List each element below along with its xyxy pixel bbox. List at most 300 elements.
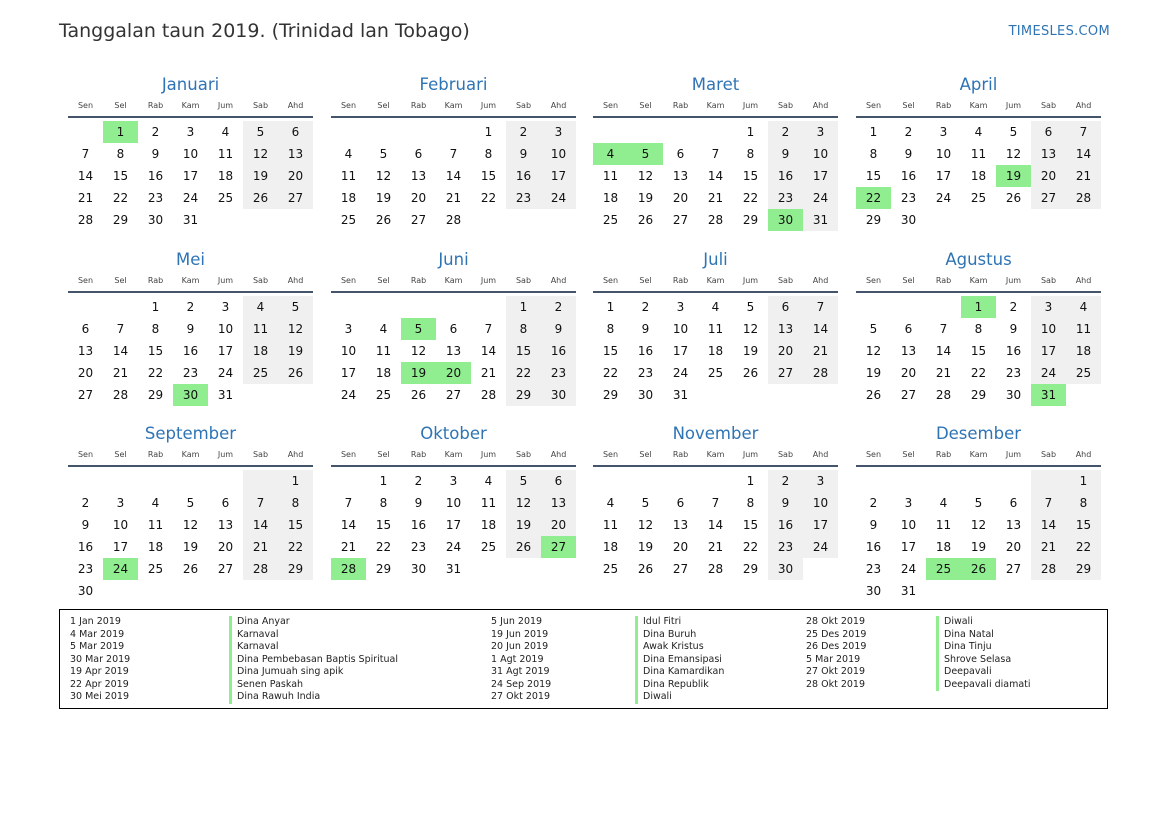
- day-cell: 21: [77, 191, 94, 205]
- empty-day-cell: [996, 580, 1031, 602]
- holiday-name: Dina Rawuh India: [229, 691, 398, 704]
- day-cell: 25: [340, 213, 357, 227]
- day-cell: 18: [970, 169, 987, 183]
- weekday-label: Rab: [147, 276, 164, 285]
- day-cell: 31: [217, 388, 234, 402]
- day-cell: 8: [379, 496, 388, 510]
- day-cell: 15: [602, 344, 619, 358]
- empty-day-cell: [278, 384, 313, 406]
- week-row: [593, 209, 838, 231]
- empty-day-cell: [243, 384, 278, 406]
- day-cell: 31: [445, 562, 462, 576]
- day-cell: 31: [900, 584, 917, 598]
- day-cell: 25: [602, 213, 619, 227]
- day-cell: 4: [974, 125, 983, 139]
- day-cell: 11: [217, 147, 234, 161]
- day-cell: 14: [1031, 514, 1066, 536]
- week-row: [593, 340, 838, 362]
- day-cell: 20: [672, 191, 689, 205]
- holiday-name: Shrove Selasa: [936, 654, 1031, 667]
- day-cell: 21: [1031, 536, 1066, 558]
- day-cell: 10: [1031, 318, 1066, 340]
- empty-day-cell: [68, 121, 103, 143]
- weekday-label: Sel: [902, 450, 915, 459]
- day-cell: 26: [865, 388, 882, 402]
- day-cell: 25: [480, 540, 497, 554]
- day-cell: 5: [186, 496, 195, 510]
- day-cell: 24: [1031, 362, 1066, 384]
- day-cell: 24: [935, 191, 952, 205]
- holiday-dates-col-2: [491, 616, 551, 704]
- day-cell: 8: [1066, 492, 1101, 514]
- day-cell: 16: [1005, 344, 1022, 358]
- day-cell: 10: [340, 344, 357, 358]
- day-cell: 16: [77, 540, 94, 554]
- holiday-dates-col-3: [806, 616, 866, 691]
- holiday-name: Idul Fitri: [635, 616, 724, 629]
- day-cell: 29: [742, 213, 759, 227]
- day-cell: 31: [672, 388, 689, 402]
- day-cell: 6: [414, 147, 423, 161]
- empty-day-cell: [698, 384, 733, 406]
- day-cell: 18: [1066, 340, 1101, 362]
- day-cell: 1: [506, 296, 541, 318]
- day-cell: 4: [606, 496, 615, 510]
- day-cell: 20: [672, 540, 689, 554]
- week-row: [593, 514, 838, 536]
- holiday-names-col-3: [936, 616, 1031, 691]
- weekday-label: Sen: [602, 450, 619, 459]
- day-cell: 27: [445, 388, 462, 402]
- day-cell: 16: [506, 165, 541, 187]
- month-september: [68, 423, 313, 602]
- day-cell: 28: [480, 388, 497, 402]
- brand-link[interactable]: TIMESLES.COM: [1008, 24, 1110, 39]
- week-row: [331, 121, 576, 143]
- day-cell: 17: [541, 165, 576, 187]
- day-cell: 16: [410, 518, 427, 532]
- day-cell: 2: [768, 470, 803, 492]
- day-cell: 18: [707, 344, 724, 358]
- day-cell: 15: [970, 344, 987, 358]
- holiday-date: 30 Mar 2019: [70, 653, 131, 665]
- day-cell: 10: [541, 143, 576, 165]
- day-cell: 7: [1031, 492, 1066, 514]
- day-cell: 19: [243, 165, 278, 187]
- week-row: [593, 536, 838, 558]
- holiday-day-cell: 19: [401, 362, 436, 384]
- weekday-label: Jum: [1005, 276, 1022, 285]
- day-cell: 9: [414, 496, 423, 510]
- empty-day-cell: [243, 470, 278, 492]
- day-cell: 1: [869, 125, 878, 139]
- day-cell: 26: [375, 213, 392, 227]
- weekday-label: Sen: [77, 276, 94, 285]
- weekday-label: Ahd: [287, 101, 304, 110]
- day-cell: 17: [1031, 340, 1066, 362]
- weekday-label: Rab: [935, 276, 952, 285]
- day-cell: 21: [803, 340, 838, 362]
- weekday-label: Kam: [181, 450, 200, 459]
- weekday-label: Sab: [1040, 276, 1057, 285]
- day-cell: 14: [480, 344, 497, 358]
- day-cell: 26: [742, 366, 759, 380]
- day-cell: 15: [742, 169, 759, 183]
- day-cell: 14: [77, 169, 94, 183]
- holiday-day-cell: 5: [401, 318, 436, 340]
- week-row: [593, 492, 838, 514]
- day-cell: 17: [112, 540, 129, 554]
- empty-day-cell: [331, 296, 366, 318]
- holiday-name: Deepavali: [936, 666, 1031, 679]
- weekday-label: Rab: [410, 450, 427, 459]
- day-cell: 12: [637, 518, 654, 532]
- week-row: [68, 580, 313, 602]
- week-row: [856, 121, 1101, 143]
- day-cell: 2: [81, 496, 90, 510]
- month-name: April: [959, 75, 998, 94]
- day-cell: 25: [147, 562, 164, 576]
- header-divider: [856, 116, 1101, 118]
- week-row: [331, 470, 576, 492]
- day-cell: 15: [865, 169, 882, 183]
- month-april: [856, 74, 1101, 231]
- week-row: [68, 470, 313, 492]
- day-cell: 19: [375, 191, 392, 205]
- day-cell: 20: [541, 514, 576, 536]
- day-cell: 14: [707, 169, 724, 183]
- week-row: [856, 318, 1101, 340]
- day-cell: 19: [865, 366, 882, 380]
- empty-day-cell: [331, 470, 366, 492]
- day-cell: 20: [1005, 540, 1022, 554]
- weekday-label: Rab: [147, 450, 164, 459]
- day-cell: 3: [803, 470, 838, 492]
- day-cell: 15: [278, 514, 313, 536]
- day-cell: 21: [707, 191, 724, 205]
- day-cell: 28: [1066, 187, 1101, 209]
- day-cell: 19: [637, 540, 654, 554]
- day-cell: 10: [445, 496, 462, 510]
- day-cell: 21: [340, 540, 357, 554]
- week-row: [68, 165, 313, 187]
- weekday-label: Kam: [969, 101, 988, 110]
- empty-day-cell: [996, 470, 1031, 492]
- day-cell: 9: [768, 143, 803, 165]
- day-cell: 31: [182, 213, 199, 227]
- day-cell: 10: [900, 518, 917, 532]
- empty-day-cell: [401, 296, 436, 318]
- empty-day-cell: [208, 580, 243, 602]
- weekday-label: Kam: [444, 101, 463, 110]
- weekday-label: Sel: [114, 101, 127, 110]
- holiday-name: Deepavali diamati: [936, 679, 1031, 692]
- day-cell: 15: [480, 169, 497, 183]
- day-cell: 4: [151, 496, 160, 510]
- weekday-label: Rab: [672, 276, 689, 285]
- day-cell: 1: [746, 125, 755, 139]
- day-cell: 6: [541, 470, 576, 492]
- holiday-name: Dina Pembebasan Baptis Spiritual: [229, 654, 398, 667]
- weekday-label: Sel: [639, 101, 652, 110]
- day-cell: 9: [869, 518, 878, 532]
- day-cell: 24: [340, 388, 357, 402]
- day-cell: 12: [410, 344, 427, 358]
- day-cell: 25: [375, 388, 392, 402]
- day-cell: 5: [641, 496, 650, 510]
- day-cell: 17: [803, 165, 838, 187]
- empty-day-cell: [628, 121, 663, 143]
- day-cell: 16: [637, 344, 654, 358]
- day-cell: 19: [278, 340, 313, 362]
- weekday-label: Rab: [410, 276, 427, 285]
- month-juli: [593, 249, 838, 406]
- empty-day-cell: [996, 209, 1031, 231]
- day-cell: 17: [340, 366, 357, 380]
- day-cell: 1: [379, 474, 388, 488]
- weekday-label: Sen: [865, 450, 882, 459]
- day-cell: 12: [243, 143, 278, 165]
- day-cell: 16: [541, 340, 576, 362]
- day-cell: 13: [768, 318, 803, 340]
- holiday-names-col-1: [229, 616, 398, 704]
- day-cell: 29: [375, 562, 392, 576]
- weekday-label: Sab: [252, 450, 269, 459]
- day-cell: 12: [506, 492, 541, 514]
- day-cell: 3: [116, 496, 125, 510]
- empty-day-cell: [698, 470, 733, 492]
- weekday-label: Sab: [1040, 450, 1057, 459]
- weekday-label: Sab: [1040, 101, 1057, 110]
- day-cell: 9: [1009, 322, 1018, 336]
- week-row: [856, 362, 1101, 384]
- empty-day-cell: [138, 470, 173, 492]
- day-cell: 4: [711, 300, 720, 314]
- day-cell: 25: [970, 191, 987, 205]
- day-cell: 28: [77, 213, 94, 227]
- day-cell: 16: [768, 165, 803, 187]
- weekday-label: Sen: [865, 276, 882, 285]
- day-cell: 26: [278, 362, 313, 384]
- day-cell: 19: [506, 514, 541, 536]
- empty-day-cell: [628, 470, 663, 492]
- holiday-day-cell: 4: [593, 143, 628, 165]
- month-maret: [593, 74, 838, 231]
- day-cell: 3: [1031, 296, 1066, 318]
- day-cell: 18: [602, 540, 619, 554]
- weekday-label: Ahd: [287, 450, 304, 459]
- weekday-label: Sen: [602, 276, 619, 285]
- day-cell: 7: [81, 147, 90, 161]
- day-cell: 27: [410, 213, 427, 227]
- day-cell: 3: [676, 300, 685, 314]
- month-name: Juli: [703, 250, 728, 269]
- week-row: [593, 384, 838, 406]
- weekday-header: [331, 448, 576, 462]
- empty-day-cell: [663, 470, 698, 492]
- empty-day-cell: [541, 558, 576, 580]
- day-cell: 13: [217, 518, 234, 532]
- day-cell: 30: [637, 388, 654, 402]
- day-cell: 5: [243, 121, 278, 143]
- weekday-label: Rab: [672, 450, 689, 459]
- day-cell: 3: [221, 300, 230, 314]
- day-cell: 1: [151, 300, 160, 314]
- day-cell: 23: [77, 562, 94, 576]
- week-row: [856, 384, 1101, 406]
- day-cell: 29: [147, 388, 164, 402]
- day-cell: 2: [768, 121, 803, 143]
- week-row: [593, 121, 838, 143]
- day-cell: 15: [147, 344, 164, 358]
- day-cell: 6: [278, 121, 313, 143]
- weekday-label: Sab: [252, 276, 269, 285]
- day-cell: 13: [77, 344, 94, 358]
- day-cell: 13: [278, 143, 313, 165]
- empty-day-cell: [1031, 209, 1066, 231]
- day-cell: 27: [672, 562, 689, 576]
- day-cell: 16: [768, 514, 803, 536]
- day-cell: 24: [541, 187, 576, 209]
- holiday-name: Dina Anyar: [229, 616, 398, 629]
- day-cell: 29: [112, 213, 129, 227]
- day-cell: 6: [676, 496, 685, 510]
- empty-day-cell: [803, 384, 838, 406]
- weekday-label: Kam: [444, 450, 463, 459]
- empty-day-cell: [68, 470, 103, 492]
- day-cell: 7: [711, 147, 720, 161]
- day-cell: 10: [803, 492, 838, 514]
- week-row: [856, 143, 1101, 165]
- day-cell: 7: [711, 496, 720, 510]
- day-cell: 14: [243, 514, 278, 536]
- day-cell: 29: [278, 558, 313, 580]
- week-row: [68, 318, 313, 340]
- day-cell: 12: [637, 169, 654, 183]
- day-cell: 21: [480, 366, 497, 380]
- day-cell: 24: [803, 187, 838, 209]
- week-row: [593, 470, 838, 492]
- day-cell: 28: [445, 213, 462, 227]
- day-cell: 12: [865, 344, 882, 358]
- empty-day-cell: [593, 470, 628, 492]
- weekday-label: Sab: [515, 276, 532, 285]
- day-cell: 19: [742, 344, 759, 358]
- day-cell: 11: [375, 344, 392, 358]
- weekday-label: Jum: [217, 101, 234, 110]
- day-cell: 25: [707, 366, 724, 380]
- weekday-header: [68, 274, 313, 288]
- day-cell: 22: [1066, 536, 1101, 558]
- day-cell: 8: [151, 322, 160, 336]
- day-cell: 3: [186, 125, 195, 139]
- day-cell: 6: [768, 296, 803, 318]
- weekday-label: Kam: [969, 276, 988, 285]
- day-cell: 28: [1031, 558, 1066, 580]
- day-cell: 7: [344, 496, 353, 510]
- weekday-label: Kam: [181, 101, 200, 110]
- holiday-date: 31 Agt 2019: [491, 666, 550, 677]
- week-row: [593, 143, 838, 165]
- weekday-label: Sel: [902, 101, 915, 110]
- day-cell: 2: [1009, 300, 1018, 314]
- day-cell: 13: [445, 344, 462, 358]
- day-cell: 1: [746, 474, 755, 488]
- day-cell: 19: [637, 191, 654, 205]
- empty-day-cell: [506, 209, 541, 231]
- day-cell: 4: [379, 322, 388, 336]
- week-row: [331, 165, 576, 187]
- empty-day-cell: [926, 470, 961, 492]
- day-cell: 2: [869, 496, 878, 510]
- day-cell: 28: [112, 388, 129, 402]
- day-cell: 12: [375, 169, 392, 183]
- weekday-label: Sen: [340, 276, 357, 285]
- day-cell: 9: [186, 322, 195, 336]
- day-cell: 17: [445, 518, 462, 532]
- weekday-label: Kam: [706, 101, 725, 110]
- day-cell: 15: [506, 340, 541, 362]
- weekday-label: Sel: [114, 276, 127, 285]
- day-cell: 1: [484, 125, 493, 139]
- day-cell: 30: [541, 384, 576, 406]
- empty-day-cell: [331, 121, 366, 143]
- day-cell: 17: [217, 344, 234, 358]
- day-cell: 21: [112, 366, 129, 380]
- day-cell: 6: [81, 322, 90, 336]
- day-cell: 17: [900, 540, 917, 554]
- week-row: [331, 340, 576, 362]
- week-row: [856, 492, 1101, 514]
- week-row: [331, 558, 576, 580]
- holiday-date: 20 Jun 2019: [491, 641, 549, 652]
- day-cell: 8: [506, 318, 541, 340]
- day-cell: 17: [935, 169, 952, 183]
- holiday-day-cell: 22: [856, 187, 891, 209]
- day-cell: 10: [182, 147, 199, 161]
- week-row: [331, 384, 576, 406]
- day-cell: 17: [672, 344, 689, 358]
- week-row: [68, 121, 313, 143]
- day-cell: 9: [541, 318, 576, 340]
- month-name: Mei: [176, 250, 205, 269]
- day-cell: 11: [602, 169, 619, 183]
- day-cell: 18: [480, 518, 497, 532]
- week-row: [68, 514, 313, 536]
- day-cell: 24: [672, 366, 689, 380]
- week-row: [856, 558, 1101, 580]
- day-cell: 24: [445, 540, 462, 554]
- day-cell: 3: [803, 121, 838, 143]
- weekday-label: Sen: [340, 450, 357, 459]
- day-cell: 5: [869, 322, 878, 336]
- day-cell: 23: [410, 540, 427, 554]
- weekday-label: Ahd: [550, 101, 567, 110]
- day-cell: 11: [970, 147, 987, 161]
- day-cell: 3: [541, 121, 576, 143]
- day-cell: 2: [151, 125, 160, 139]
- day-cell: 22: [480, 191, 497, 205]
- holiday-day-cell: 31: [1031, 384, 1066, 406]
- week-row: [593, 362, 838, 384]
- day-cell: 24: [182, 191, 199, 205]
- day-cell: 26: [637, 562, 654, 576]
- weekday-label: Sen: [340, 101, 357, 110]
- day-cell: 27: [278, 187, 313, 209]
- day-cell: 7: [939, 322, 948, 336]
- empty-day-cell: [698, 121, 733, 143]
- weekday-label: Jum: [742, 276, 759, 285]
